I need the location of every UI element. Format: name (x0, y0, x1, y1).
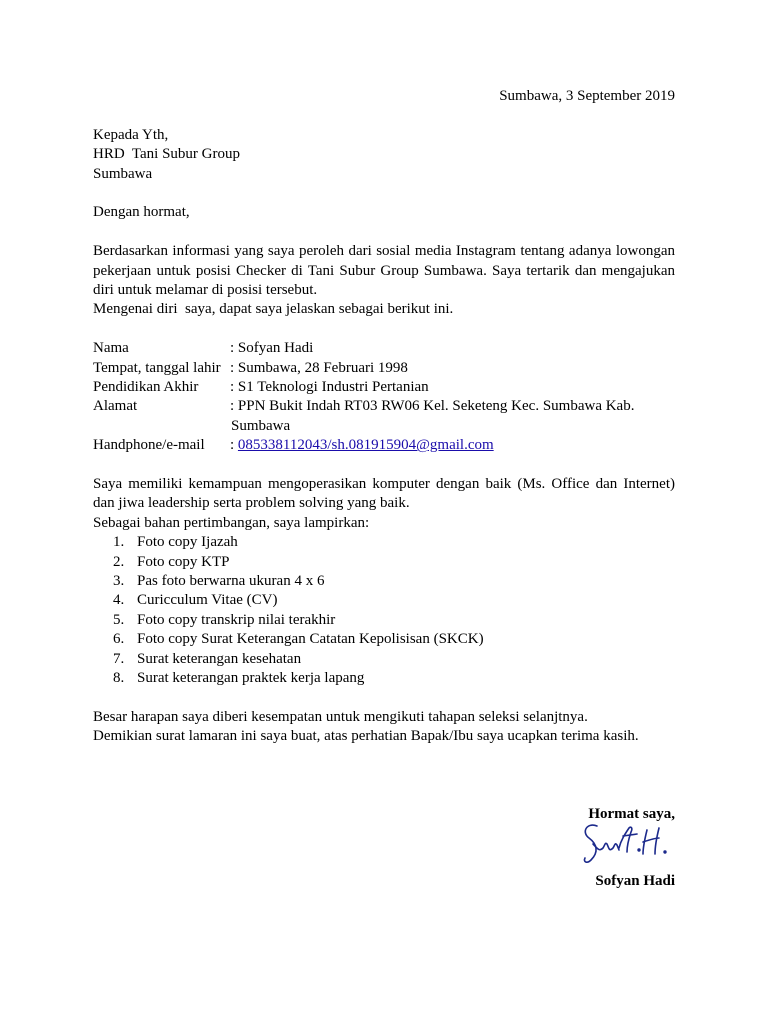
skills-paragraph: Saya memiliki kemampuan mengoperasikan komputer dengan baik (Ms. Office dan Internet) dan jiwa leadership serta problem solving yang baik. (93, 476, 675, 512)
contact-prefix: : (230, 437, 238, 454)
list-text: Foto copy KTP (137, 553, 230, 570)
info-row-contact (93, 436, 675, 455)
list-text: Pas foto berwarna ukuran 4 x 6 (137, 573, 325, 590)
list-item (93, 553, 675, 572)
closing-paragraph-1: Besar harapan saya diberi kesempatan untuk mengikuti tahapan seleksi selanjtnya. (93, 708, 588, 725)
info-value (230, 436, 675, 455)
recipient-line-2: HRD Tani Subur Group (93, 146, 241, 163)
list-text: Curicculum Vitae (CV) (137, 592, 278, 609)
contact-link[interactable]: 085338112043/sh.081915904@gmail.com (237, 437, 494, 454)
closing-paragraph-2: Demikian surat lamaran ini saya buat, atas perhatian Bapak/Ibu saya ucapkan terima kasih. (93, 728, 639, 745)
recipient-line-1: Kepada Yth, (93, 126, 169, 143)
recipient-block (93, 126, 675, 184)
info-value (230, 397, 675, 436)
info-value: : Sofyan Hadi (230, 340, 314, 357)
info-value: : Sumbawa, 28 Februari 1998 (230, 359, 408, 376)
intro-paragraph: Berdasarkan informasi yang saya peroleh dari sosial media Instagram tentang adanya lowongan pekerjaan untuk posisi Checker di Tani Subur Group Sumbawa. Saya tertarik dan mengajukan diri untuk melamar di posisi tersebut. (93, 243, 675, 299)
list-item (93, 591, 675, 610)
list-number: 6. (113, 631, 125, 648)
list-number: 3. (113, 573, 125, 590)
signature-area (93, 824, 675, 872)
list-item (93, 669, 675, 688)
recipient-line-3: Sumbawa (93, 165, 153, 182)
list-item (93, 611, 675, 630)
info-row-education (93, 378, 675, 397)
intro-followup: Mengenai diri saya, dapat saya jelaskan sebagai berikut ini. (93, 301, 454, 318)
list-number: 8. (113, 670, 125, 687)
attachments-list (93, 533, 675, 688)
address-line-1: : PPN Bukit Indah RT03 RW06 Kel. Seketeng Kec. Sumbawa Kab. (230, 398, 635, 415)
address-line-2: Sumbawa (231, 417, 291, 434)
info-label: Tempat, tanggal lahir (93, 359, 221, 376)
info-label: Handphone/e-mail (93, 437, 205, 454)
signer-name: Sofyan Hadi (595, 873, 675, 890)
salutation: Dengan hormat, (93, 204, 190, 221)
list-text: Foto copy Ijazah (137, 534, 238, 551)
personal-info-table (93, 339, 675, 455)
list-item (93, 533, 675, 552)
list-text: Surat keterangan praktek kerja lapang (137, 670, 365, 687)
info-label: Alamat (93, 398, 138, 415)
list-number: 7. (113, 650, 125, 667)
info-row-name (93, 339, 675, 358)
list-number: 1. (113, 534, 125, 551)
letter-date: Sumbawa, 3 September 2019 (499, 88, 675, 104)
list-number: 4. (113, 592, 125, 609)
signature-icon (579, 818, 679, 870)
list-item (93, 650, 675, 669)
list-text: Foto copy transkrip nilai terakhir (137, 611, 336, 628)
info-row-address (93, 397, 675, 436)
list-text: Foto copy Surat Keterangan Catatan Kepolisisan (SKCK) (137, 631, 484, 648)
list-item (93, 572, 675, 591)
info-label: Pendidikan Akhir (93, 379, 199, 396)
info-row-birth (93, 359, 675, 378)
list-number: 5. (113, 611, 125, 628)
list-number: 2. (113, 553, 125, 570)
list-text: Surat keterangan kesehatan (137, 650, 302, 667)
info-value: : S1 Teknologi Industri Pertanian (230, 379, 429, 396)
letter-page (93, 87, 675, 892)
list-item (93, 630, 675, 649)
closing-phrase: Hormat saya, (588, 805, 675, 822)
info-label: Nama (93, 340, 129, 357)
attachments-intro: Sebagai bahan pertimbangan, saya lampirkan: (93, 514, 370, 531)
